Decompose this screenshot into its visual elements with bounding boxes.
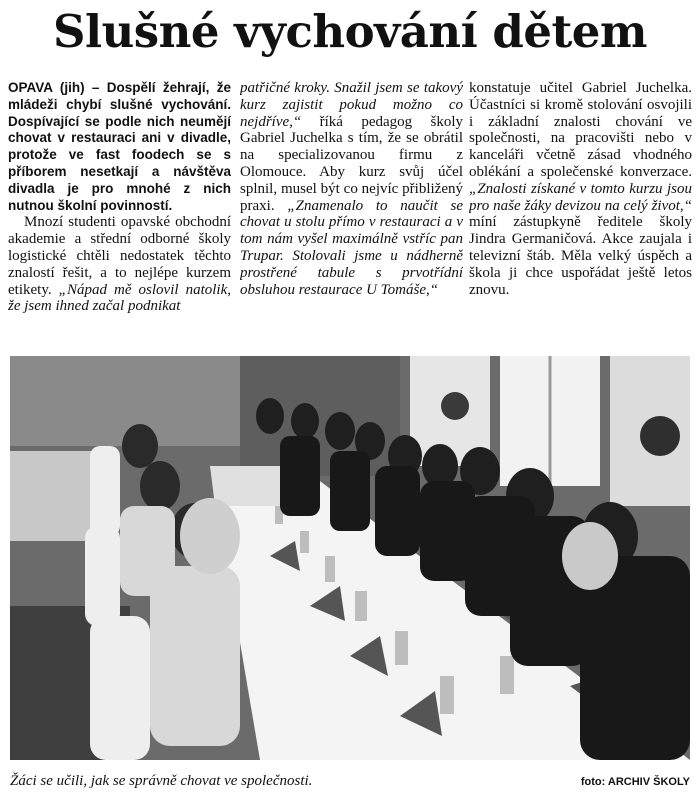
lead-paragraph (8, 80, 231, 214)
article-column-2 (240, 80, 463, 350)
quote-1-start: „Nápad mě oslovil natolik, že jsem ihned začal podnikat (8, 281, 231, 315)
article-column-1 (8, 80, 231, 350)
article-body (8, 80, 692, 350)
paragraph-3-text: konstatuje učitel Gabriel Juchelka. Účastníci si kromě stolování osvojili i základní znalosti chování ve společnosti, na pracovišti nebo v kanceláři včetně zásad vhodného oblékání a společenské konverzace. (469, 80, 692, 180)
headline: Slušné vychování dětem (53, 5, 647, 58)
restaurant-table-photo (10, 356, 690, 760)
quote-3: „Znalosti získané v tomto kurzu jsou pro naše žáky devizou na celý život,“ (469, 180, 692, 214)
photo-caption: Žáci se učili, jak se správně chovat ve společnosti. (10, 773, 313, 789)
lead-text: Dospělí žehrají, že mládeži chybí slušné vychování. Dospívající se podle nich neumějí chovat v restauraci ani v divadle, protože ve fast foodech se s příborem nesetkají a návštěva divadla je pro mnohé z nich nutnou školní povinností. (8, 80, 231, 213)
quote-2: „Znamenalo to naučit se chovat u stolu přímo v restauraci a v tom nám vyšel maximálně vstříc pan Trupar. Stolovali jsme u nádherně prostřené tabule s prvotřídní obsluhou restaurace U Tomáše,“ (240, 197, 463, 298)
article-photo (10, 356, 690, 760)
paragraph-1-text: Mnozí studenti opavské obchodní akademie a střední odborné školy logistické chtěli nedostatek těchto znalostí řešit, a to nejlépe kurzem etikety. (8, 214, 231, 298)
photo-credit: foto: ARCHIV ŠKOLY (580, 776, 690, 788)
paragraph-3-end: míní zástupkyně ředitele školy Jindra Germaničová. Akce zaujala i televizní štáb. Měla velký úspěch a škola ji chce uspořádat ještě letos znovu. (469, 214, 692, 298)
paragraph-1 (8, 214, 231, 315)
paragraph-2-text: říká pedagog školy Gabriel Juchelka s tím, že se obrátil na specializovanou firmu z Olomouce. Aby kurz svůj účel splnil, musel být co nejvíc přibližený praxi. (240, 113, 463, 214)
paragraph-2 (240, 80, 463, 298)
quote-1-end: patřičné kroky. Snažil jsem se takový kurz zajistit pokud možno co nejdříve,“ (240, 80, 463, 130)
dateline: OPAVA (jih) – (8, 80, 100, 95)
paragraph-3 (469, 80, 692, 298)
article-column-3 (469, 80, 692, 350)
